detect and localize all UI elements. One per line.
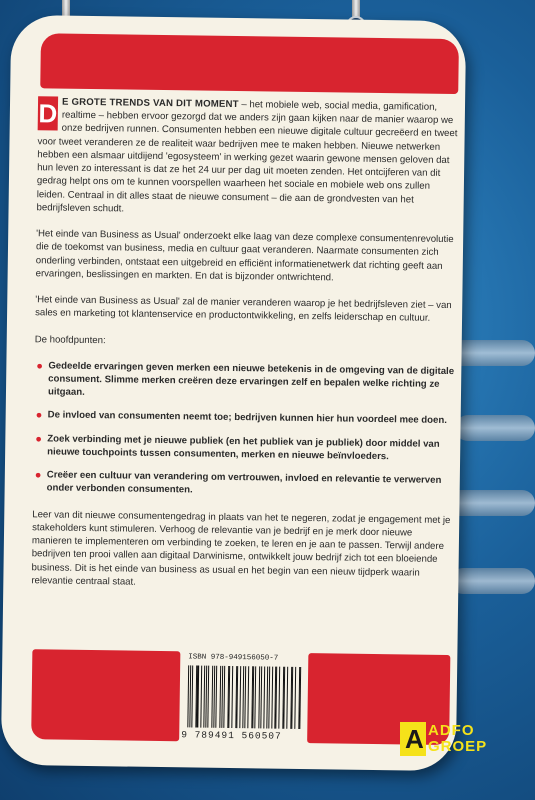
bullet-icon: ● — [36, 359, 44, 373]
barcode-bar — [221, 666, 222, 728]
bullet-icon: ● — [35, 409, 43, 422]
logo-mark-icon: A — [400, 722, 426, 756]
chain-decoration — [450, 568, 535, 594]
list-item: ● Zoek verbinding met je nieuwe publiek (en het publiek van je publiek) door middel van nieuwe touchpoints tussen consumenten, merken en nieuwe beïnvloeders. — [35, 432, 440, 463]
red-footer-left — [31, 649, 180, 741]
barcode-bar — [239, 666, 240, 728]
paragraph-3: 'Het einde van Business as Usual' zal de manier veranderen waarop je het bedrijfsleven ziet – van sales en marketing tot klantenservice en productontwikkeling, en zelfs leiderschap en cultuur. — [35, 294, 452, 325]
barcode-bar — [299, 667, 301, 729]
barcode-bar — [295, 667, 296, 729]
publisher-logo — [400, 722, 520, 762]
barcode-bar — [245, 666, 246, 728]
highlights-list — [33, 359, 455, 501]
back-cover-sign — [1, 15, 466, 771]
highlights-title: De hoofdpunten: — [34, 333, 106, 346]
barcode — [187, 665, 303, 729]
barcode-bar — [189, 665, 190, 727]
barcode-bar — [231, 666, 233, 728]
intro-paragraph — [36, 95, 458, 220]
barcode-bar — [237, 666, 238, 728]
barcode-bar — [260, 666, 262, 728]
drop-cap: D — [38, 96, 58, 130]
barcode-bar — [291, 667, 293, 729]
barcode-bar — [200, 666, 201, 728]
intro-lead: E GROTE TRENDS VAN DIT MOMENT — [61, 96, 239, 111]
bullet-icon: ● — [35, 432, 43, 446]
list-item: ● Gedeelde ervaringen geven merken een nieuwe betekenis in de omgeving van de digitale consument. Slimme merken creëren deze ervaringen zelf en bepalen welke richting ze uitgaan. — [36, 359, 455, 399]
barcode-bar — [255, 666, 257, 728]
list-item: ● Creëer een cultuur van verandering om vertrouwen, invloed en relevantie te verwerven onder verbonden consumenten. — [34, 469, 442, 496]
barcode-bar — [229, 666, 230, 728]
bullet-icon: ● — [34, 469, 42, 482]
barcode-bar — [207, 666, 209, 728]
barcode-bar — [268, 667, 270, 729]
barcode-bar — [276, 667, 278, 729]
barcode-bar — [286, 667, 288, 729]
cover-text — [31, 95, 458, 606]
isbn-label: ISBN 978-949156050-7 — [188, 653, 279, 663]
closing-paragraph: Leer van dit nieuwe consumentengedrag in plaats van het te negeren, zodat je engagement met je stakeholders kunt stimuleren. Verhoog de relevantie van je bedrijf en je merk door nieuwe manieren te implementeren om verbinding te zoeken, te leren en je aan te passen. Terwijl andere bedrijven ten prooi vallen aan digitaal Darwinisme, ontwikkelt jouw bedrijf zich tot een bloeiende business. Dit is het einde van business as usual en het begin van een nieuw tijdperk waarin relevantie centraal staat. — [31, 508, 451, 588]
logo-text-line1: ADFO — [428, 722, 475, 739]
barcode-bar — [278, 667, 280, 729]
logo-text-line2: GROEP — [428, 738, 488, 755]
chain-decoration — [455, 415, 535, 441]
barcode-bar — [215, 666, 217, 728]
barcode-bar — [197, 666, 199, 728]
barcode-bar — [284, 667, 285, 729]
intro-text: – het mobiele web, social media, gamification, realtime – hebben ervoor gezorgd dat we anders zijn gaan kijken naar de manier waarop we onze bedrijven runnen. Consumenten hebben een nieuwe digitale cultuur gecreëerd en tweet voor tweet veranderen ze de realiteit waar bedrijven mee te maken hebben. Nieuwe netwerken hebben een alsmaar uitdijend 'egosysteem' in werking gezet waarin gewone mensen geloven dat hun leven zo interessant is dat ze het 24 uur per dag uit moeten zenden. Het ontcijferen van dit gedrag helpt ons om te kunnen voorspellen waarheen het sociale en mobiele web ons zullen leiden. Centraal in dit alles staat de nieuwe consument – die aan de grondvesten van het bedrijfsleven schudt. — [36, 99, 458, 215]
barcode-bar — [252, 666, 253, 728]
barcode-number: 9 789491 560507 — [181, 729, 282, 742]
barcode-bar — [247, 666, 249, 728]
barcode-bar — [223, 666, 225, 728]
barcode-bar — [192, 665, 193, 727]
paragraph-2: 'Het einde van Business as Usual' onderzoekt elke laag van deze complexe consumentenrevolutie die de toekomst van business, media en cultuur gaat veranderen. Naarmate consumenten zich onderling verbinden, ontstaat een uitgebreid en efficiënt informatienetwerk dat richting geeft aan ervaringen, beslissingen en markten. En dat is bijzonder ontwrichtend. — [35, 228, 454, 284]
barcode-bar — [205, 666, 206, 728]
red-header-bar — [40, 33, 459, 94]
barcode-bar — [213, 666, 214, 728]
list-item: ● De invloed van consumenten neemt toe; bedrijven kunnen hier hun voordeel mee doen. — [35, 409, 448, 427]
barcode-bar — [271, 667, 272, 729]
barcode-bar — [263, 666, 264, 728]
